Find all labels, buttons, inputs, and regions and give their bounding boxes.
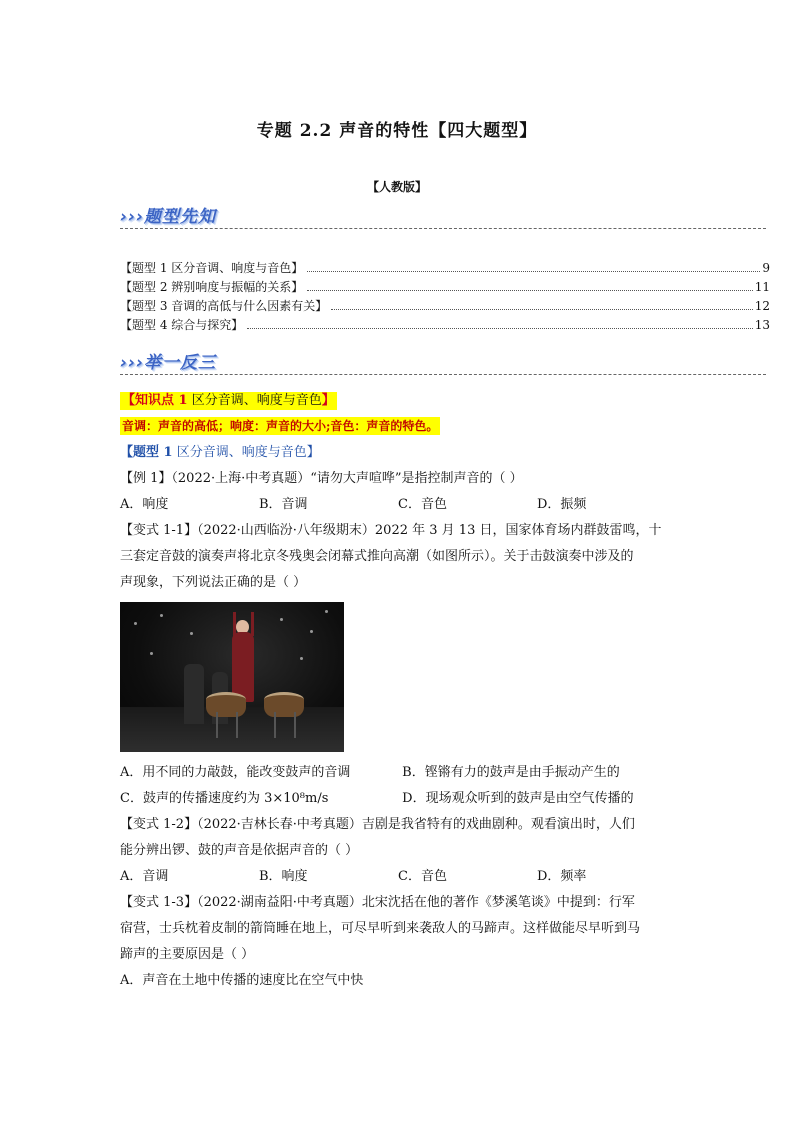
knowledge-point-definition: 音调：声音的高低；响度：声音的大小;音色：声音的特色。 xyxy=(122,419,439,433)
toc-item[interactable] xyxy=(120,259,770,278)
example-1-options xyxy=(120,492,680,518)
knowledge-point-heading xyxy=(120,388,680,414)
toc-leader xyxy=(307,290,752,291)
question-type-name: 区分音调、响度与音色】 xyxy=(172,445,320,460)
example-1-stem: 【例 1】（2022·上海·中考真题）“请勿大声喧哗”是指控制声音的（ ） xyxy=(120,471,523,486)
variant-1-3-stem-line: 蹄声的主要原因是（ ） xyxy=(120,947,255,962)
toc-item-label: 【题型 3 音调的高低与什么因素有关】 xyxy=(120,299,328,313)
option-d[interactable]: D．现场观众听到的鼓声是由空气传播的 xyxy=(402,791,634,806)
option-b[interactable]: B．音调 xyxy=(259,497,308,512)
option-a[interactable]: A．音调 xyxy=(120,869,169,884)
toc-leader xyxy=(307,271,760,272)
option-b[interactable]: B．响度 xyxy=(259,869,308,884)
toc-page-number: 9 xyxy=(762,261,770,275)
toc-page-number: 13 xyxy=(754,318,770,332)
option-a[interactable]: A．响度 xyxy=(120,497,169,512)
option-a[interactable]: A．声音在土地中传播的速度比在空气中快 xyxy=(120,973,364,988)
knowledge-point-name: 区分音调、响度与音色 xyxy=(187,393,322,408)
toc-item[interactable] xyxy=(120,316,770,335)
knowledge-point-suffix: 】 xyxy=(321,393,335,408)
question-type-heading xyxy=(120,440,680,466)
section-banner: ›››题型先知 xyxy=(120,207,217,227)
dashed-divider xyxy=(120,228,766,229)
toc-page-number: 12 xyxy=(754,299,770,313)
option-a[interactable]: A．用不同的力敲鼓，能改变鼓声的音调 xyxy=(120,765,351,780)
edition-label: 【人教版】 xyxy=(366,180,427,194)
variant-1-1-stem-line: 声现象，下列说法正确的是（ ） xyxy=(120,575,307,590)
variant-1-3-stem-line: 宿营，士兵枕着皮制的箭筒睡在地上，可尽早听到来袭敌人的马蹄声。这样做能尽早听到马 xyxy=(120,921,641,936)
toc-leader xyxy=(247,328,752,329)
toc-page-number: 11 xyxy=(754,280,770,294)
variant-1-2-options xyxy=(120,864,680,890)
section-header-practice xyxy=(120,348,766,376)
toc-leader xyxy=(331,309,752,310)
option-d[interactable]: D．振频 xyxy=(537,497,587,512)
knowledge-point-prefix: 【知识点 1 xyxy=(122,393,188,408)
variant-1-1-stem-line: 三套定音鼓的演奏声将北京冬残奥会闭幕式推向高潮（如图所示）。关于击鼓演奏中涉及的 xyxy=(120,549,634,564)
option-d[interactable]: D．频率 xyxy=(537,869,587,884)
section-header-preview xyxy=(120,202,766,230)
variant-1-1-stem-line: 【变式 1-1】（2022·山西临汾·八年级期末）2022 年 3 月 13 日，国家体育场内群鼓雷鸣，十 xyxy=(120,523,662,538)
knowledge-point-definition-row xyxy=(120,414,680,440)
option-c[interactable]: C．音色 xyxy=(398,497,447,512)
content-body xyxy=(120,388,680,994)
table-of-contents xyxy=(120,259,770,335)
variant-1-1-options-row xyxy=(120,786,680,812)
question-type-label: 【题型 1 xyxy=(120,445,173,460)
variant-1-2-stem-line: 能分辨出锣、鼓的声音是依据声音的（ ） xyxy=(120,843,359,858)
page-title: 专题 2.2 声音的特性【四大题型】 xyxy=(256,121,538,141)
toc-item-label: 【题型 2 辨别响度与振幅的关系】 xyxy=(120,280,304,294)
variant-1-1-options-row xyxy=(120,760,680,786)
option-c[interactable]: C．音色 xyxy=(398,869,447,884)
dashed-divider xyxy=(120,374,766,375)
section-banner: ›››举一反三 xyxy=(120,353,217,373)
toc-item[interactable] xyxy=(120,297,770,316)
toc-item-label: 【题型 1 区分音调、响度与音色】 xyxy=(120,261,304,275)
variant-1-2-stem-line: 【变式 1-2】（2022·吉林长春·中考真题）吉剧是我省特有的戏曲剧种。观看演出时，人们 xyxy=(120,817,635,832)
variant-1-3-stem-line: 【变式 1-3】（2022·湖南益阳·中考真题）北宋沈括在他的著作《梦溪笔谈》中提到：行军 xyxy=(120,895,635,910)
toc-item[interactable] xyxy=(120,278,770,297)
option-b[interactable]: B．铿锵有力的鼓声是由手振动产生的 xyxy=(402,765,620,780)
toc-item-label: 【题型 4 综合与探究】 xyxy=(120,318,244,332)
option-c[interactable]: C．鼓声的传播速度约为 3×10⁸m/s xyxy=(120,791,329,806)
drum-performance-photo xyxy=(120,602,344,752)
